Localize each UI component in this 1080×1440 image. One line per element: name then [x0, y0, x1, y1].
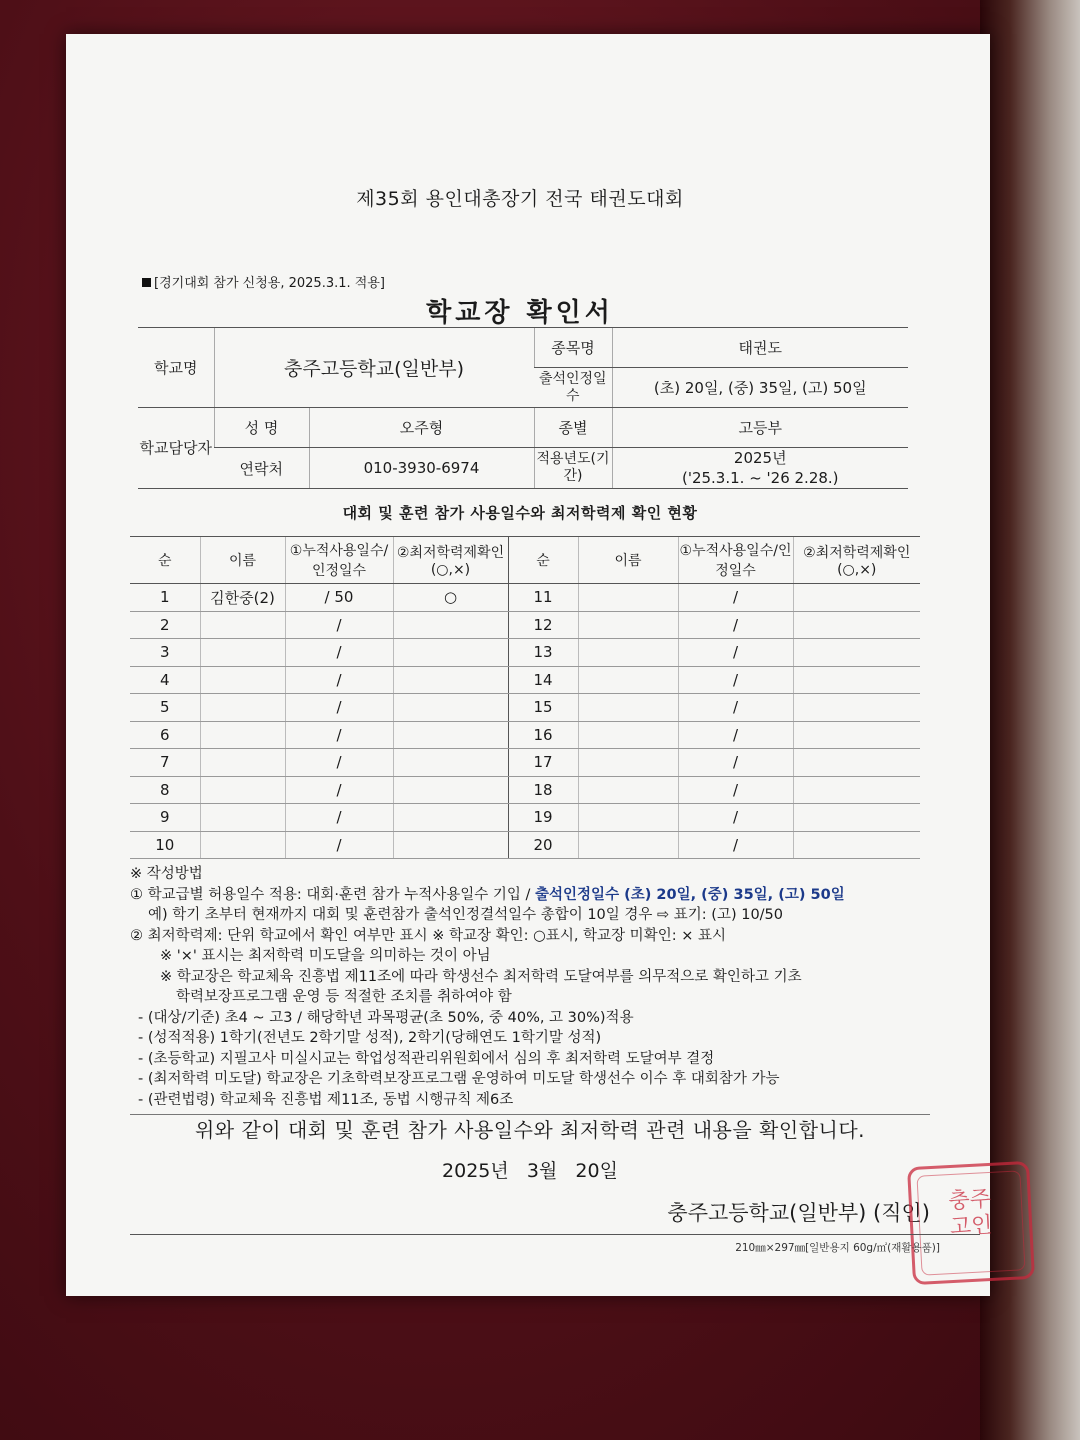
table-row [130, 721, 920, 749]
document-title: 제35회 용인대총장기 전국 태권도대회 [356, 188, 684, 210]
row-check [793, 611, 920, 639]
note-2: ② 최저학력제: 단위 학교에서 확인 여부만 표시 ※ 학교장 확인: ○표시, 학교장 미확인: × 표시 [130, 927, 726, 944]
row-no: 3 [130, 639, 200, 667]
table-row [130, 694, 920, 722]
row-name [578, 666, 678, 694]
row-no: 7 [130, 749, 200, 777]
row-name [200, 611, 285, 639]
attendance-highlight: 출석인정일수 (초) 20일, (중) 35일, (고) 50일 [535, 886, 845, 903]
document-page [66, 34, 994, 1296]
category-value: 고등부 [612, 408, 908, 448]
row-no: 16 [508, 721, 578, 749]
row-name [200, 666, 285, 694]
note-bullet: - (대상/기준) 초4 ~ 고3 / 해당학년 과목평균(초 50%, 중 40%, 고 30%)적용 [138, 1009, 634, 1026]
signature: 충주고등학교(일반부) (직인) [667, 1201, 930, 1225]
school-label: 학교명 [138, 328, 214, 408]
row-name [200, 639, 285, 667]
row-check [793, 639, 920, 667]
row-name [200, 776, 285, 804]
row-check [793, 749, 920, 777]
note-2-sub: ※ 학교장은 학교체육 진흥법 제11조에 따라 학생선수 최저학력 도달여부를 의무적으로 확인하고 기초 [160, 968, 802, 985]
row-name [578, 611, 678, 639]
year-cell [612, 448, 908, 489]
row-check [793, 721, 920, 749]
table-row [130, 804, 920, 832]
row-name [578, 831, 678, 859]
usage-note: [경기대회 참가 신청용, 2025.3.1. 적용] [142, 272, 385, 291]
header-check: ②최저학력제확인(○,×) [393, 537, 508, 584]
note-bullet: - (초등학교) 지필고사 미실시교는 학업성적관리위원회에서 심의 후 최저학력 도달여부 결정 [138, 1050, 715, 1067]
row-name [578, 776, 678, 804]
row-no: 13 [508, 639, 578, 667]
row-check [393, 749, 508, 777]
row-name [578, 584, 678, 612]
note-bullet: - (최저학력 미도달) 학교장은 기초학력보장프로그램 운영하여 미도달 학생선수 이수 후 대회참가 가능 [138, 1071, 780, 1087]
row-name [578, 749, 678, 777]
row-check [793, 584, 920, 612]
table-row [130, 584, 920, 612]
row-no: 15 [508, 694, 578, 722]
row-check [793, 666, 920, 694]
period-value: ('25.3.1. ~ '26 2.28.) [681, 469, 839, 487]
row-name [200, 831, 285, 859]
row-days: / [678, 694, 793, 722]
row-days: / [285, 831, 393, 859]
attendance-value: (초) 20일, (중) 35일, (고) 50일 [612, 368, 908, 408]
row-no: 4 [130, 666, 200, 694]
row-days: / [678, 584, 793, 612]
divider [130, 1234, 980, 1235]
header-no: 순 [130, 537, 200, 584]
row-days: / [285, 694, 393, 722]
row-check [793, 831, 920, 859]
confirm-text: 위와 같이 대회 및 훈련 참가 사용일수와 최저학력 관련 내용을 확인합니다. [194, 1118, 866, 1142]
status-title: 대회 및 훈련 참가 사용일수와 최저학력제 확인 현황 [342, 504, 698, 522]
row-days: / [285, 666, 393, 694]
contact-label: 학교담당자 [138, 408, 214, 489]
row-days: / [285, 776, 393, 804]
row-days: / [285, 721, 393, 749]
row-name [578, 721, 678, 749]
header-days: ①누적사용일수/인정일수 [285, 537, 393, 584]
school-value: 충주고등학교(일반부) [214, 328, 534, 408]
row-check [393, 721, 508, 749]
row-no: 1 [130, 584, 200, 612]
event-label: 종목명 [534, 328, 612, 368]
row-check: ○ [393, 584, 508, 612]
notes [130, 864, 930, 1115]
row-days: / [678, 721, 793, 749]
row-days: / 50 [285, 584, 393, 612]
row-no: 17 [508, 749, 578, 777]
row-days: / [678, 749, 793, 777]
row-name [578, 694, 678, 722]
row-no: 18 [508, 776, 578, 804]
row-name [578, 639, 678, 667]
row-days: / [678, 611, 793, 639]
note-bullet: - (관련법령) 학교체육 진흥법 제11조, 동법 시행규칙 제6조 [138, 1091, 514, 1108]
row-no: 12 [508, 611, 578, 639]
row-no: 8 [130, 776, 200, 804]
table-row [130, 776, 920, 804]
row-check [393, 776, 508, 804]
row-no: 6 [130, 721, 200, 749]
header-name: 이름 [578, 537, 678, 584]
phone-value: 010-3930-6974 [309, 448, 534, 489]
row-no: 5 [130, 694, 200, 722]
row-days: / [285, 749, 393, 777]
phone-label: 연락처 [214, 448, 309, 489]
row-no: 2 [130, 611, 200, 639]
note-1: ① 학교급별 허용일수 적용: 대회·훈련 참가 누적사용일수 기입 / 출석인정일수 (초) 20일, (중) 35일, (고) 50일 [130, 886, 845, 903]
row-days: / [678, 776, 793, 804]
table-row [130, 611, 920, 639]
row-days: / [678, 666, 793, 694]
table-row [130, 639, 920, 667]
official-seal-icon: 충주 고인 [907, 1161, 1035, 1285]
row-check [793, 804, 920, 832]
row-name [200, 749, 285, 777]
row-name [200, 694, 285, 722]
table-row [130, 749, 920, 777]
row-days: / [678, 639, 793, 667]
attendance-label: 출석인정일수 [534, 368, 612, 408]
records-table [130, 536, 920, 859]
row-name: 김한중(2) [200, 584, 285, 612]
row-no: 11 [508, 584, 578, 612]
row-name [200, 804, 285, 832]
row-check [393, 694, 508, 722]
row-no: 20 [508, 831, 578, 859]
row-check [393, 831, 508, 859]
row-check [393, 611, 508, 639]
row-days: / [678, 804, 793, 832]
row-no: 10 [130, 831, 200, 859]
row-check [393, 666, 508, 694]
name-value: 오주형 [309, 408, 534, 448]
row-name [200, 721, 285, 749]
row-no: 9 [130, 804, 200, 832]
header-check: ②최저학력제확인(○,×) [793, 537, 920, 584]
table-row [130, 666, 920, 694]
row-days: / [285, 639, 393, 667]
note-bullet: - (성적적용) 1학기(전년도 2학기말 성적), 2학기(당해연도 1학기말 성적) [138, 1030, 602, 1046]
row-no: 19 [508, 804, 578, 832]
page-heading: 학교장 확인서 [426, 298, 614, 328]
category-label: 종별 [534, 408, 612, 448]
year-value: 2025년 [733, 449, 787, 467]
row-days: / [285, 804, 393, 832]
header-days: ①누적사용일수/인정일수 [678, 537, 793, 584]
header-no: 순 [508, 537, 578, 584]
row-name [578, 804, 678, 832]
note-2-sub: 학력보장프로그램 운영 등 적절한 조치를 취하여야 함 [176, 989, 512, 1005]
row-check [393, 804, 508, 832]
square-bullet-icon [142, 278, 151, 287]
table-row [130, 831, 920, 859]
event-value: 태권도 [612, 328, 908, 368]
row-days: / [285, 611, 393, 639]
row-days: / [678, 831, 793, 859]
row-no: 14 [508, 666, 578, 694]
notes-heading: ※ 작성방법 [130, 866, 203, 882]
name-label: 성 명 [214, 408, 309, 448]
note-1-example: 예) 학기 초부터 현재까지 대회 및 훈련참가 출석인정결석일수 총합이 10일 경우 ⇨ 표기: (고) 10/50 [148, 907, 784, 923]
row-check [793, 776, 920, 804]
row-check [793, 694, 920, 722]
paper-spec-footer: 210㎜×297㎜[일반용지 60g/㎡(재활용품)] [735, 1242, 940, 1254]
issue-date: 2025년 3월 20일 [442, 1160, 618, 1182]
row-check [393, 639, 508, 667]
info-table [138, 327, 908, 489]
header-name: 이름 [200, 537, 285, 584]
year-label: 적용년도(기간) [534, 448, 612, 489]
note-2-sub: ※ '×' 표시는 최저학력 미도달을 의미하는 것이 아님 [160, 948, 491, 964]
